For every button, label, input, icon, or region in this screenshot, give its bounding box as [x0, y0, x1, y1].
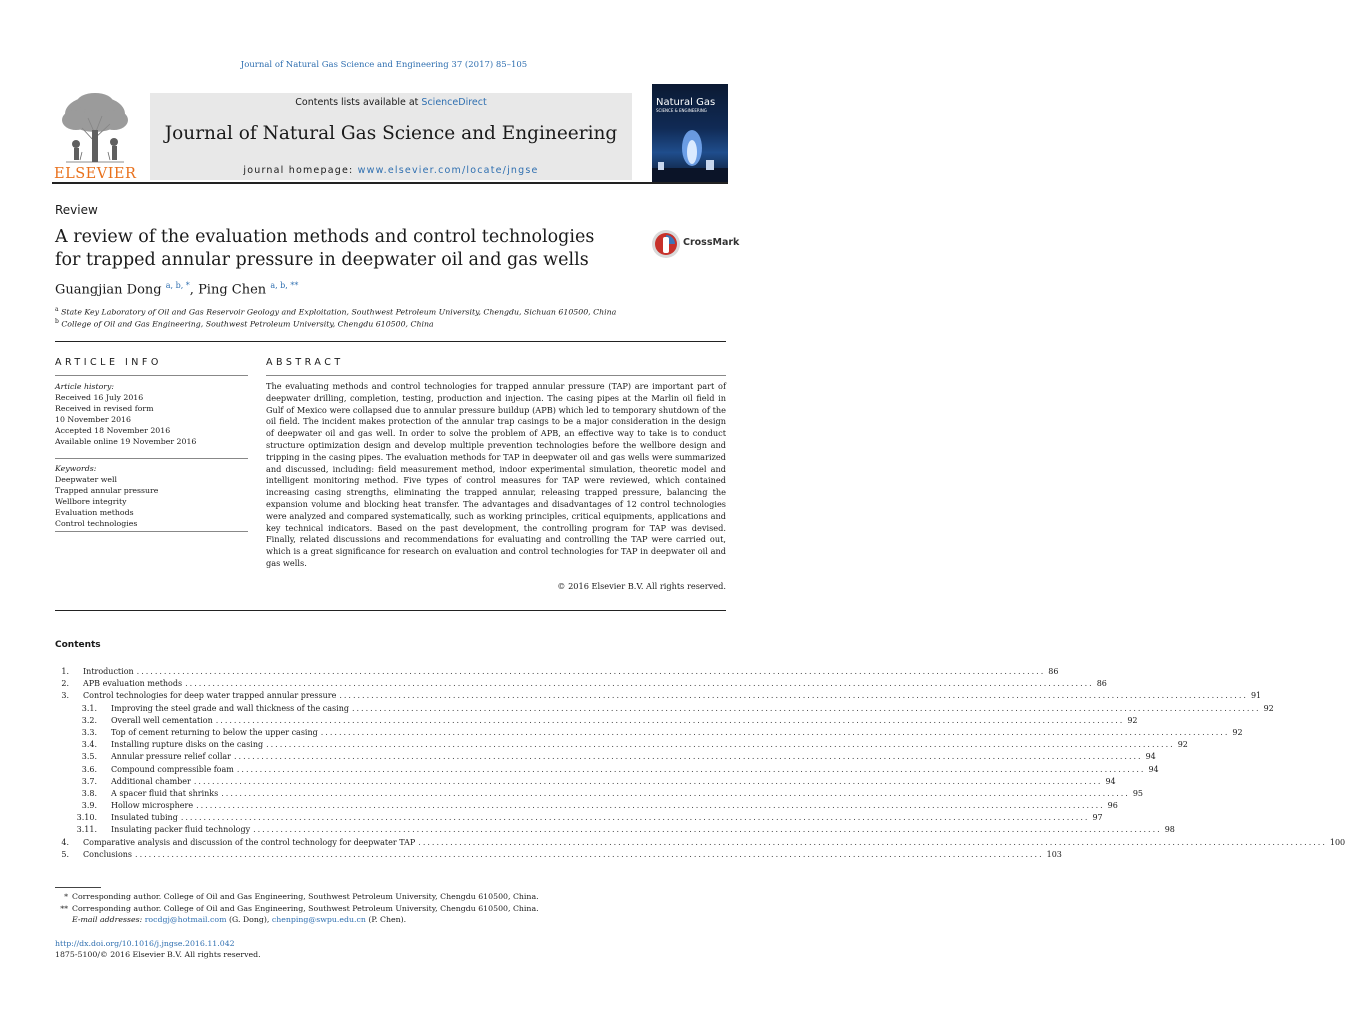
- toc-page-number[interactable]: 92: [1232, 727, 1243, 737]
- journal-header-box: [150, 93, 632, 180]
- toc-number: 3.1.: [81, 703, 97, 713]
- elsevier-tree-icon: [52, 90, 138, 164]
- toc-number: 4.: [61, 837, 69, 847]
- journal-homepage-line: [150, 165, 632, 176]
- toc-page-number[interactable]: 95: [1132, 788, 1144, 798]
- abstract-heading: ABSTRACT: [266, 357, 344, 368]
- affiliation-text: State Key Laboratory of Oil and Gas Reservoir Geology and Exploitation, Southwest Petroleum University, Chengdu, Sichuan 610500, China: [61, 307, 617, 317]
- footnote-mark: *: [64, 892, 68, 901]
- author-list: [55, 281, 298, 297]
- section-divider: [55, 341, 726, 342]
- footnote-text: Corresponding author. College of Oil and Gas Engineering, Southwest Petroleum University, Chengdu 610500, China.: [72, 903, 539, 913]
- keywords: [55, 463, 248, 529]
- toc-leader-dots: ........................................................................................................................................................................................................: [180, 813, 1090, 823]
- toc-title[interactable]: APB evaluation methods: [83, 679, 183, 689]
- journal-citation[interactable]: Journal of Natural Gas Science and Engineering 37 (2017) 85–105: [240, 60, 528, 70]
- toc-entry[interactable]: [55, 812, 1103, 824]
- toc-number: 3.6.: [81, 764, 97, 774]
- toc-leader-dots: ........................................................................................................................................................................................................: [196, 801, 1105, 811]
- email-owner: (G. Dong),: [226, 915, 272, 924]
- toc-title[interactable]: Improving the steel grade and wall thickness of the casing: [111, 703, 349, 713]
- toc-leader-dots: ........................................................................................................................................................................................................: [351, 703, 1261, 713]
- toc-entry[interactable]: [55, 824, 1175, 836]
- history-line: Available online 19 November 2016: [55, 437, 197, 446]
- journal-cover[interactable]: [652, 84, 728, 182]
- toc-leader-dots: ........................................................................................................................................................................................................: [215, 715, 1125, 725]
- toc-number: 3.8.: [81, 788, 97, 798]
- article-type: Review: [55, 203, 98, 217]
- issn-line: 1875-5100/© 2016 Elsevier B.V. All rights reserved.: [55, 950, 261, 959]
- contents-heading: Contents: [55, 640, 101, 650]
- toc-leader-dots: ........................................................................................................................................................................................................: [135, 849, 1044, 859]
- elsevier-logo[interactable]: [52, 90, 138, 182]
- article-history: [55, 381, 248, 447]
- author-affiliation-marks[interactable]: a, b, *: [165, 281, 190, 290]
- divider: [55, 458, 248, 459]
- contents-prefix: Contents lists available at: [295, 97, 422, 108]
- toc-leader-dots: ........................................................................................................................................................................................................: [253, 825, 1162, 835]
- toc-entry[interactable]: [55, 776, 1116, 788]
- toc-title[interactable]: Conclusions: [83, 849, 133, 859]
- cover-title: [656, 98, 715, 114]
- toc-number: 3.: [61, 691, 69, 701]
- toc-number: 5.: [61, 849, 69, 859]
- toc-page-number[interactable]: 94: [1145, 752, 1156, 762]
- toc-leader-dots: ........................................................................................................................................................................................................: [136, 667, 1046, 676]
- toc-title[interactable]: Comparative analysis and discussion of the control technology for deepwater TAP: [83, 837, 416, 847]
- toc-page-number[interactable]: 86: [1048, 667, 1059, 676]
- toc-page-number[interactable]: 91: [1250, 691, 1262, 701]
- article-info-heading: ARTICLE INFO: [55, 357, 162, 368]
- toc-number: 3.3.: [81, 727, 97, 737]
- email-owner: (P. Chen).: [365, 915, 407, 924]
- keyword: Evaluation methods: [55, 508, 134, 517]
- toc-leader-dots: ........................................................................................................................................................................................................: [185, 679, 1094, 689]
- footnote-mark: **: [60, 903, 68, 913]
- divider: [266, 375, 726, 376]
- toc-number: 3.7.: [81, 776, 97, 786]
- affiliation-mark: b: [55, 318, 59, 325]
- table-of-contents: [55, 666, 1345, 861]
- toc-entry[interactable]: [55, 764, 1159, 776]
- toc-page-number[interactable]: 86: [1096, 679, 1107, 689]
- toc-title[interactable]: Compound compressible foam: [111, 764, 234, 774]
- article-title: A review of the evaluation methods and control technologies for trapped annular pressure in deepwater oil and gas wells: [55, 227, 595, 270]
- history-line: 10 November 2016: [55, 415, 131, 424]
- keyword: Trapped annular pressure: [55, 486, 159, 495]
- toc-title[interactable]: A spacer fluid that shrinks: [111, 788, 219, 798]
- toc-entry[interactable]: [55, 837, 1345, 849]
- history-line: Received 16 July 2016: [55, 393, 144, 402]
- email-link[interactable]: rocdgj@hotmail.com: [144, 915, 227, 924]
- toc-leader-dots: ........................................................................................................................................................................................................: [418, 837, 1327, 847]
- toc-page-number[interactable]: 98: [1164, 825, 1175, 835]
- journal-title: Journal of Natural Gas Science and Engineering: [164, 123, 618, 144]
- toc-page-number[interactable]: 97: [1092, 813, 1103, 823]
- toc-leader-dots: ........................................................................................................................................................................................................: [193, 776, 1103, 786]
- affiliation-text: College of Oil and Gas Engineering, Southwest Petroleum University, Chengdu 610500, China: [61, 319, 434, 329]
- abstract-copyright: © 2016 Elsevier B.V. All rights reserved.: [557, 581, 726, 591]
- author-name[interactable]: Guangjian Dong: [55, 282, 162, 298]
- email-line: [55, 914, 726, 926]
- toc-number: 3.4.: [81, 740, 97, 750]
- affiliation-mark: a: [55, 306, 59, 313]
- author-affiliation-marks[interactable]: a, b, **: [270, 281, 299, 290]
- keyword: Wellbore integrity: [55, 497, 127, 506]
- toc-title[interactable]: Top of cement returning to below the upper casing: [111, 727, 318, 737]
- section-divider: [55, 610, 726, 611]
- crossmark-label: CrossMark: [683, 237, 740, 248]
- toc-number: 3.10.: [76, 813, 97, 823]
- email-label: E-mail addresses:: [72, 915, 143, 924]
- toc-title[interactable]: Insulating packer fluid technology: [111, 825, 251, 835]
- email-link[interactable]: chenping@swpu.edu.cn: [271, 915, 366, 924]
- keyword: Control technologies: [55, 519, 138, 528]
- toc-leader-dots: ........................................................................................................................................................................................................: [339, 691, 1248, 701]
- toc-page-number[interactable]: 92: [1177, 740, 1188, 750]
- toc-leader-dots: ........................................................................................................................................................................................................: [221, 788, 1130, 798]
- toc-entry[interactable]: [55, 666, 1059, 678]
- affiliation: [55, 306, 616, 317]
- toc-number: 3.5.: [81, 752, 97, 762]
- toc-title[interactable]: Additional chamber: [111, 776, 191, 786]
- footnote-rule: [55, 887, 101, 888]
- toc-entry[interactable]: [55, 678, 1107, 690]
- toc-title[interactable]: Insulated tubing: [111, 813, 178, 823]
- toc-leader-dots: ........................................................................................................................................................................................................: [320, 727, 1230, 737]
- toc-page-number[interactable]: 92: [1263, 703, 1274, 713]
- toc-leader-dots: ........................................................................................................................................................................................................: [236, 764, 1146, 774]
- publisher-name: ELSEVIER: [54, 166, 137, 182]
- footnote-text: Corresponding author. College of Oil and Gas Engineering, Southwest Petroleum University, Chengdu 610500, China.: [72, 892, 539, 901]
- toc-entry[interactable]: [55, 800, 1118, 812]
- toc-page-number[interactable]: 96: [1107, 801, 1118, 811]
- sciencedirect-link[interactable]: ScienceDirect: [421, 97, 487, 108]
- homepage-link[interactable]: www.elsevier.com/locate/jngse: [357, 165, 539, 176]
- toc-title[interactable]: Control technologies for deep water trapped annular pressure: [83, 691, 337, 701]
- toc-entry[interactable]: [55, 788, 1144, 800]
- toc-number: 3.11.: [76, 825, 97, 835]
- divider: [55, 375, 248, 376]
- author-name[interactable]: Ping Chen: [198, 282, 267, 298]
- homepage-prefix: journal homepage:: [243, 165, 358, 176]
- masthead: [52, 84, 728, 182]
- divider: [55, 531, 248, 532]
- doi-link[interactable]: http://dx.doi.org/10.1016/j.jngse.2016.11.042: [55, 939, 235, 948]
- toc-entry[interactable]: [55, 849, 1062, 861]
- affiliation: [55, 318, 434, 329]
- toc-entry[interactable]: [55, 751, 1156, 763]
- toc-leader-dots: ........................................................................................................................................................................................................: [266, 740, 1175, 750]
- history-label: Article history:: [55, 382, 115, 391]
- contents-available-line: [150, 97, 632, 108]
- cover-title-sub: SCIENCE & ENGINEERING: [656, 108, 707, 113]
- masthead-rule: [52, 182, 728, 184]
- author-separator: ,: [189, 282, 199, 298]
- history-line: Received in revised form: [55, 404, 154, 413]
- footnote: [55, 903, 726, 915]
- toc-page-number[interactable]: 94: [1148, 764, 1159, 774]
- toc-entry[interactable]: [55, 739, 1188, 751]
- keywords-label: Keywords:: [55, 464, 97, 473]
- toc-title[interactable]: Overall well cementation: [111, 715, 213, 725]
- toc-number: 3.9.: [81, 801, 97, 811]
- history-line: Accepted 18 November 2016: [55, 426, 171, 435]
- footnotes: [55, 891, 726, 926]
- toc-number: 1.: [61, 667, 69, 676]
- toc-entry[interactable]: [55, 727, 1243, 739]
- toc-page-number[interactable]: 103: [1046, 849, 1062, 859]
- toc-title[interactable]: Hollow microsphere: [111, 801, 194, 811]
- toc-leader-dots: ........................................................................................................................................................................................................: [234, 752, 1143, 762]
- abstract-text: The evaluating methods and control technologies for trapped annular pressure (TAP) are important part of deepwater drilling, completion, testing, production and injection. The casing pipes at the Marlin oil field in Gulf of Mexico were collapsed due to annular pressure buildup (APB) which led to temporary shutdown of the oil field. The incident makes protection of the annular trap casings to be a major consideration in the design of deepwater oil and gas well. In order to solve the problem of APB, an effective way to take is to conduct structure optimization design and develop multiple prevention technologies before the wellbore design and tripping in the casing pipes. The evaluation methods for TAP in deepwater oil and gas wells were summarized and discussed, including: field measurement method, indoor experimental simulation, theoretic model and intelligent monitoring method. Five types of control measures for TAP were reviewed, which contained increasing casing strengths, eliminating the trapped annular, releasing trapped pressure, balancing the expansion volume and blocking heat transfer. The advantages and disadvantages of 12 control technologies were analyzed and compared systematically, such as working principles, critical equipments, applications and key technical indicators. Based on the past development, the controlling program for TAP was devised. Finally, related discussions and recommendations for evaluating and controlling the TAP were carried out, which is a great significance for research on evaluation and control technologies for TAP in deepwater oil and gas wells.: [266, 381, 726, 568]
- footnote: [55, 891, 726, 903]
- toc-page-number[interactable]: 92: [1127, 715, 1138, 725]
- keyword: Deepwater well: [55, 475, 118, 484]
- toc-number: 3.2.: [81, 715, 97, 725]
- crossmark-button[interactable]: [651, 229, 740, 259]
- cover-title-main: Natural Gas: [656, 97, 716, 108]
- toc-title[interactable]: Installing rupture disks on the casing: [111, 740, 264, 750]
- toc-page-number[interactable]: 100: [1329, 837, 1345, 847]
- toc-title[interactable]: Introduction: [83, 667, 134, 676]
- toc-number: 2.: [61, 679, 69, 689]
- toc-entry[interactable]: [55, 690, 1262, 702]
- crossmark-icon: [651, 229, 681, 259]
- toc-page-number[interactable]: 94: [1105, 776, 1116, 786]
- toc-entry[interactable]: [55, 703, 1274, 715]
- toc-title[interactable]: Annular pressure relief collar: [111, 752, 231, 762]
- cover-flame-icon: [652, 124, 728, 182]
- toc-entry[interactable]: [55, 715, 1138, 727]
